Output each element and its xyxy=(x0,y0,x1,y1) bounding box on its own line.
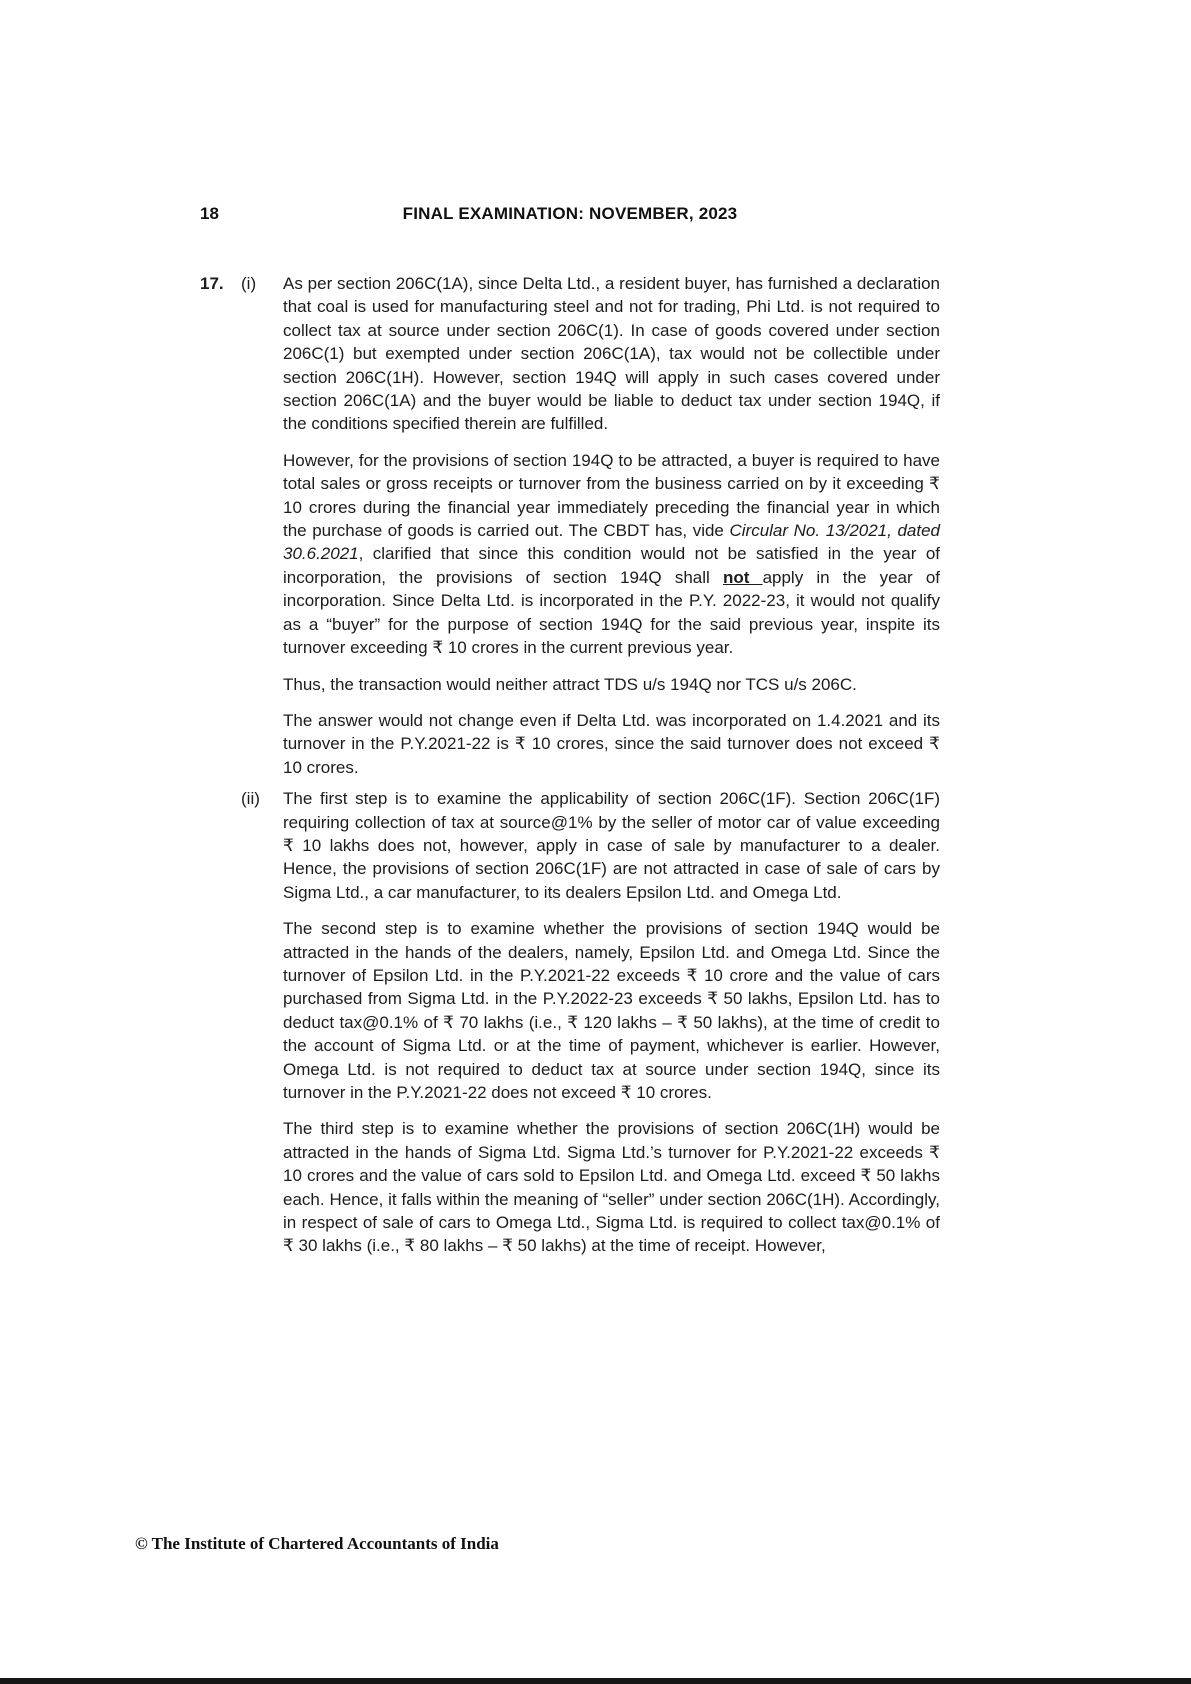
text-segment: The third step is to examine whether the provisions of section 206C(1H) would be attracted in the hands of Sigma Ltd. Sigma Ltd.’s turnover for P.Y.2021-22 exceeds ₹ 10 crores and the value of cars sold to Epsilon Ltd. and Omega Ltd. exceed ₹ 50 lakhs each. Hence, it falls within the meaning of “seller” under section 206C(1H). Accordingly, in respect of sale of cars to Omega Ltd., Sigma Ltd. is required to collect tax@0.1% of ₹ 30 lakhs (i.e., ₹ 80 lakhs – ₹ 50 lakhs) at the time of receipt. However, xyxy=(283,1119,940,1256)
paragraph-i-3 xyxy=(283,673,940,696)
text-segment: The answer would not change even if Delta Ltd. was incorporated on 1.4.2021 and its turnover in the P.Y.2021-22 is ₹ 10 crores, since the said turnover does not exceed ₹ 10 crores. xyxy=(283,710,940,777)
text-segment: not xyxy=(722,567,763,587)
text-segment: , clarified that since this condition would not be satisfied in the year of incorporation, the provisions of section 194Q shall xyxy=(283,544,940,587)
part-label-i: (i) xyxy=(241,274,257,293)
text-segment: As per section 206C(1A), since Delta Ltd., a resident buyer, has furnished a declaration that coal is used for manufacturing steel and not for trading, Phi Ltd. is not required to collect tax at source under section 206C(1). In case of goods covered under section 206C(1) but exempted under section 206C(1A), tax would not be collectible under section 206C(1H). However, section 194Q will apply in such cases covered under section 206C(1A) and the buyer would be liable to deduct tax under section 194Q, if the conditions specified therein are fulfilled. xyxy=(283,274,940,434)
text-segment: The second step is to examine whether the provisions of section 194Q would be attracted in the hands of the dealers, namely, Epsilon Ltd. and Omega Ltd. Since the turnover of Epsilon Ltd. in the P.Y.2021-22 exceeds ₹ 10 crore and the value of cars purchased from Sigma Ltd. in the P.Y.2022-23 exceeds ₹ 50 lakhs, Epsilon Ltd. has to deduct tax@0.1% of ₹ 70 lakhs (i.e., ₹ 120 lakhs – ₹ 50 lakhs), at the time of credit to the account of Sigma Ltd. or at the time of payment, whichever is earlier. However, Omega Ltd. is not required to deduct tax at source under section 194Q, since its turnover in the P.Y.2021-22 does not exceed ₹ 10 crores. xyxy=(283,919,940,1102)
copyright-text: © The Institute of Chartered Accountants of India xyxy=(135,1534,499,1553)
part-i-paragraphs xyxy=(283,272,940,779)
text-segment: apply in the year of incorporation. Since Delta Ltd. is incorporated in the P.Y. 2022-23, it would not qualify as a “buyer” for the purpose of section 194Q for the said previous year, inspite its turnover exceeding ₹ 10 crores in the current previous year. xyxy=(283,567,940,658)
answer-content xyxy=(200,272,940,1258)
question-number: 17. xyxy=(200,274,224,293)
paragraph-ii-3 xyxy=(283,1117,940,1257)
page-header xyxy=(200,204,940,224)
page-bottom-edge xyxy=(0,1678,1191,1684)
page-footer xyxy=(135,1534,499,1554)
page-title: FINAL EXAMINATION: NOVEMBER, 2023 xyxy=(402,204,738,223)
answer-part-ii xyxy=(200,787,940,1258)
part-label-ii: (ii) xyxy=(241,789,260,809)
part-ii-paragraphs xyxy=(283,787,940,1258)
text-segment: The first step is to examine the applicability of section 206C(1F). Section 206C(1F) requiring collection of tax at source@1% by the seller of motor car of value exceeding ₹ 10 lakhs does not, however, apply in case of sale by manufacturer to a dealer. Hence, the provisions of section 206C(1F) are not attracted in case of sale of cars by Sigma Ltd., a car manufacturer, to its dealers Epsilon Ltd. and Omega Ltd. xyxy=(283,789,940,902)
paragraph-i-1 xyxy=(283,272,940,436)
text-segment: Thus, the transaction would neither attract TDS u/s 194Q nor TCS u/s 206C. xyxy=(283,674,857,694)
paragraph-ii-2 xyxy=(283,917,940,1104)
page-number: 18 xyxy=(200,204,219,223)
answer-part-i xyxy=(200,272,940,779)
text-segment: Circular No. 13/2021, dated 30.6.2021 xyxy=(283,521,941,564)
paragraph-i-4 xyxy=(283,709,940,779)
paragraph-ii-1 xyxy=(283,787,940,904)
text-segment: However, for the provisions of section 194Q to be attracted, a buyer is required to have total sales or gross receipts or turnover from the business carried on by it exceeding ₹ 10 crores during the financial year immediately preceding the financial year in which the purchase of goods is carried out. The CBDT has, vide xyxy=(283,450,940,541)
paragraph-i-2 xyxy=(283,449,940,660)
